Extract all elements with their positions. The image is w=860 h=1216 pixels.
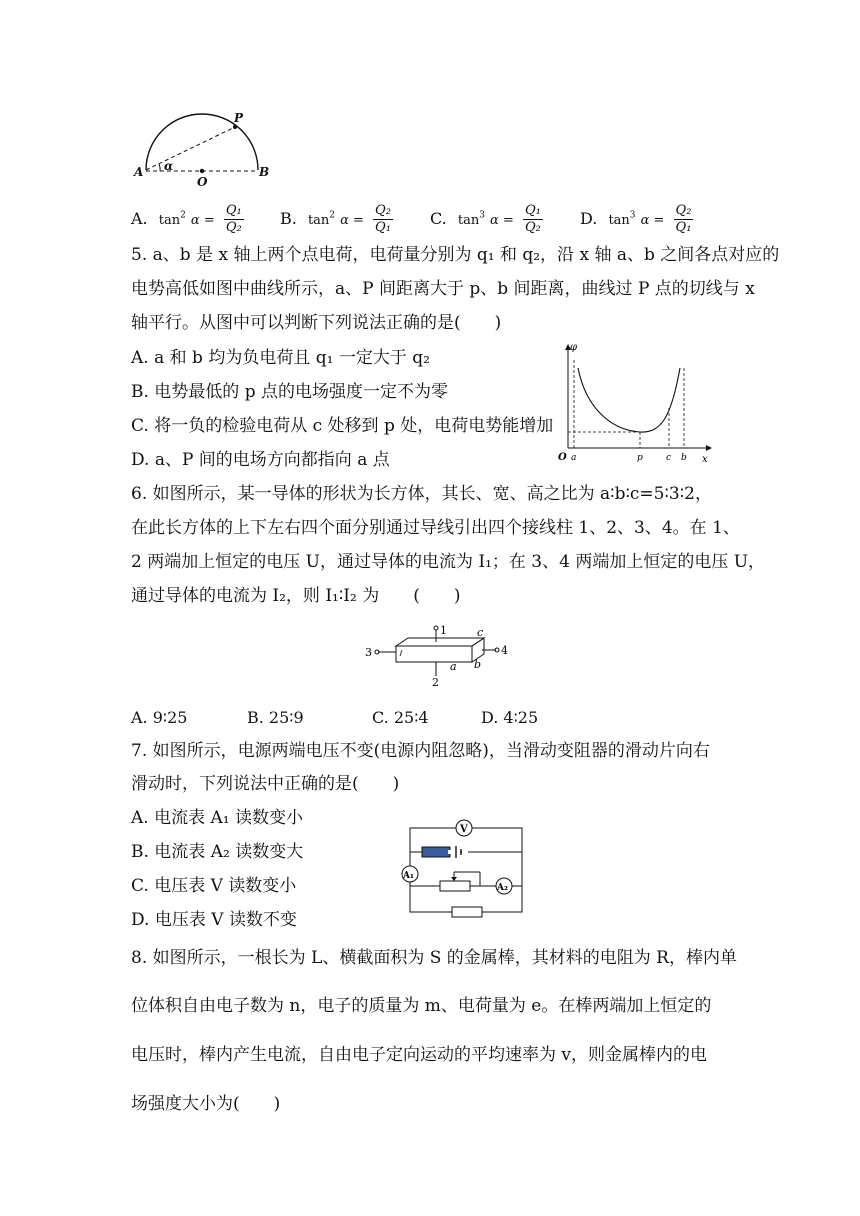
option-letter: D. xyxy=(580,209,598,228)
terminal-4: 4 xyxy=(501,644,508,657)
terminal-2: 2 xyxy=(432,676,439,688)
origin-o: O xyxy=(558,452,567,463)
option-func: tan xyxy=(457,213,480,228)
q8-line-1: 8. 如图所示，一根长为 L、横截面积为 S 的金属棒，其材料的电阻为 R，棒内单 xyxy=(131,948,737,968)
q6-line-2: 在此长方体的上下左右四个面分别通过导线引出四个接线柱 1、2、3、4。在 1、 xyxy=(131,518,740,538)
q6-line-3: 2 两端加上恒定的电压 U，通过导体的电流为 I₁；在 3、4 两端加上恒定的电压 U， xyxy=(131,552,766,572)
option-letter: A. xyxy=(131,209,148,228)
q8-line-4: 场强度大小为( ) xyxy=(131,1094,281,1114)
axis-phi: φ xyxy=(570,342,578,353)
numerator: Q₂ xyxy=(675,203,692,218)
option-pow: 2 xyxy=(329,210,336,221)
label-a: A xyxy=(134,165,144,179)
option-var: α = xyxy=(490,213,514,228)
q5-option-d: D. a、P 间的电场方向都指向 a 点 xyxy=(131,450,390,470)
q6-option-a: A. 9∶25 xyxy=(131,708,188,727)
q6-option-c: C. 25∶4 xyxy=(372,708,429,727)
tick-c: c xyxy=(666,453,672,463)
q5-line-1: 5. a、b 是 x 轴上两个点电荷，电荷量分别为 q₁ 和 q₂，沿 x 轴 a、b 之间各点对应的 xyxy=(131,245,780,265)
option-var: α = xyxy=(640,213,665,228)
option-pow: 2 xyxy=(180,210,186,221)
option-func: tan xyxy=(608,213,630,228)
denominator: Q₂ xyxy=(524,220,541,235)
tick-a: a xyxy=(571,453,577,463)
potential-graph xyxy=(556,338,716,466)
option-fraction xyxy=(373,203,393,236)
ammeter-a2-label: A₂ xyxy=(497,883,508,893)
option-pow: 3 xyxy=(479,210,485,221)
q6-option-d: D. 4∶25 xyxy=(481,708,539,727)
q4-option-c xyxy=(430,203,543,236)
option-fraction xyxy=(674,203,694,236)
q7-line-2: 滑动时，下列说法中正确的是( ) xyxy=(131,774,400,794)
option-func: tan xyxy=(158,213,181,228)
edge-b: b xyxy=(474,658,482,671)
q8-line-2: 位体积自由电子数为 n，电子的质量为 m、电荷量为 e。在棒两端加上恒定的 xyxy=(131,996,712,1016)
tick-b: b xyxy=(681,453,687,463)
option-fraction xyxy=(224,203,244,236)
label-alpha: α xyxy=(164,159,174,173)
numerator: Q₂ xyxy=(375,203,391,218)
terminal-1: 1 xyxy=(440,624,447,637)
option-var: α = xyxy=(340,213,364,228)
denominator: Q₁ xyxy=(375,220,391,235)
q8-line-3: 电压时，棒内产生电流，自由电子定向运动的平均速率为 v，则金属棒内的电 xyxy=(131,1045,708,1065)
denominator: Q₂ xyxy=(225,220,242,235)
circuit-diagram xyxy=(398,818,528,920)
q5-line-3: 轴平行。从图中可以判断下列说法正确的是( ) xyxy=(131,313,502,333)
q6-line-4: 通过导体的电流为 I₂，则 I₁∶I₂ 为 ( ) xyxy=(131,586,461,606)
label-p: P xyxy=(234,111,244,125)
ammeter-a1-label: A₁ xyxy=(403,871,414,881)
denominator: Q₁ xyxy=(675,220,692,235)
numerator: Q₁ xyxy=(225,203,242,218)
edge-c: c xyxy=(477,626,484,639)
q7-option-d: D. 电压表 V 读数不变 xyxy=(131,910,297,930)
q7-option-b: B. 电流表 A₂ 读数变大 xyxy=(131,842,304,862)
q5-option-b: B. 电势最低的 p 点的电场强度一定不为零 xyxy=(131,382,448,402)
edge-a: a xyxy=(450,660,457,673)
q6-option-b: B. 25∶9 xyxy=(247,708,304,727)
semicircle-figure xyxy=(128,110,278,190)
numerator: Q₁ xyxy=(524,203,541,218)
voltmeter-label: V xyxy=(460,824,468,835)
q7-option-c: C. 电压表 V 读数变小 xyxy=(131,876,297,896)
q6-line-1: 6. 如图所示，某一导体的形状为长方体，其长、宽、高之比为 a∶b∶c=5∶3∶2， xyxy=(131,484,712,504)
q4-option-d xyxy=(580,203,693,236)
tick-p: p xyxy=(637,453,643,463)
option-var: α = xyxy=(190,213,215,228)
q7-option-a: A. 电流表 A₁ 读数变小 xyxy=(131,808,303,828)
q5-option-a: A. a 和 b 均为负电荷且 q₁ 一定大于 q₂ xyxy=(131,348,430,368)
q7-line-1: 7. 如图所示，电源两端电压不变(电源内阻忽略)，当滑动变阻器的滑动片向右 xyxy=(131,741,710,761)
q5-option-c: C. 将一负的检验电荷从 c 处移到 p 处，电荷电势能增加 xyxy=(131,416,554,436)
q4-option-a xyxy=(131,203,244,236)
label-o: O xyxy=(197,175,208,189)
option-letter: C. xyxy=(430,209,447,228)
option-pow: 3 xyxy=(629,210,636,221)
option-letter: B. xyxy=(280,209,297,228)
option-fraction xyxy=(523,203,543,236)
axis-x: x xyxy=(702,454,708,465)
q5-line-2: 电势高低如图中曲线所示，a、P 间距离大于 p、b 间距离，曲线过 P 点的切线与 x xyxy=(131,279,755,299)
q4-option-b xyxy=(280,203,393,236)
label-b: B xyxy=(259,165,270,179)
terminal-3: 3 xyxy=(365,646,372,659)
option-func: tan xyxy=(307,213,330,228)
cuboid-figure xyxy=(364,622,514,688)
